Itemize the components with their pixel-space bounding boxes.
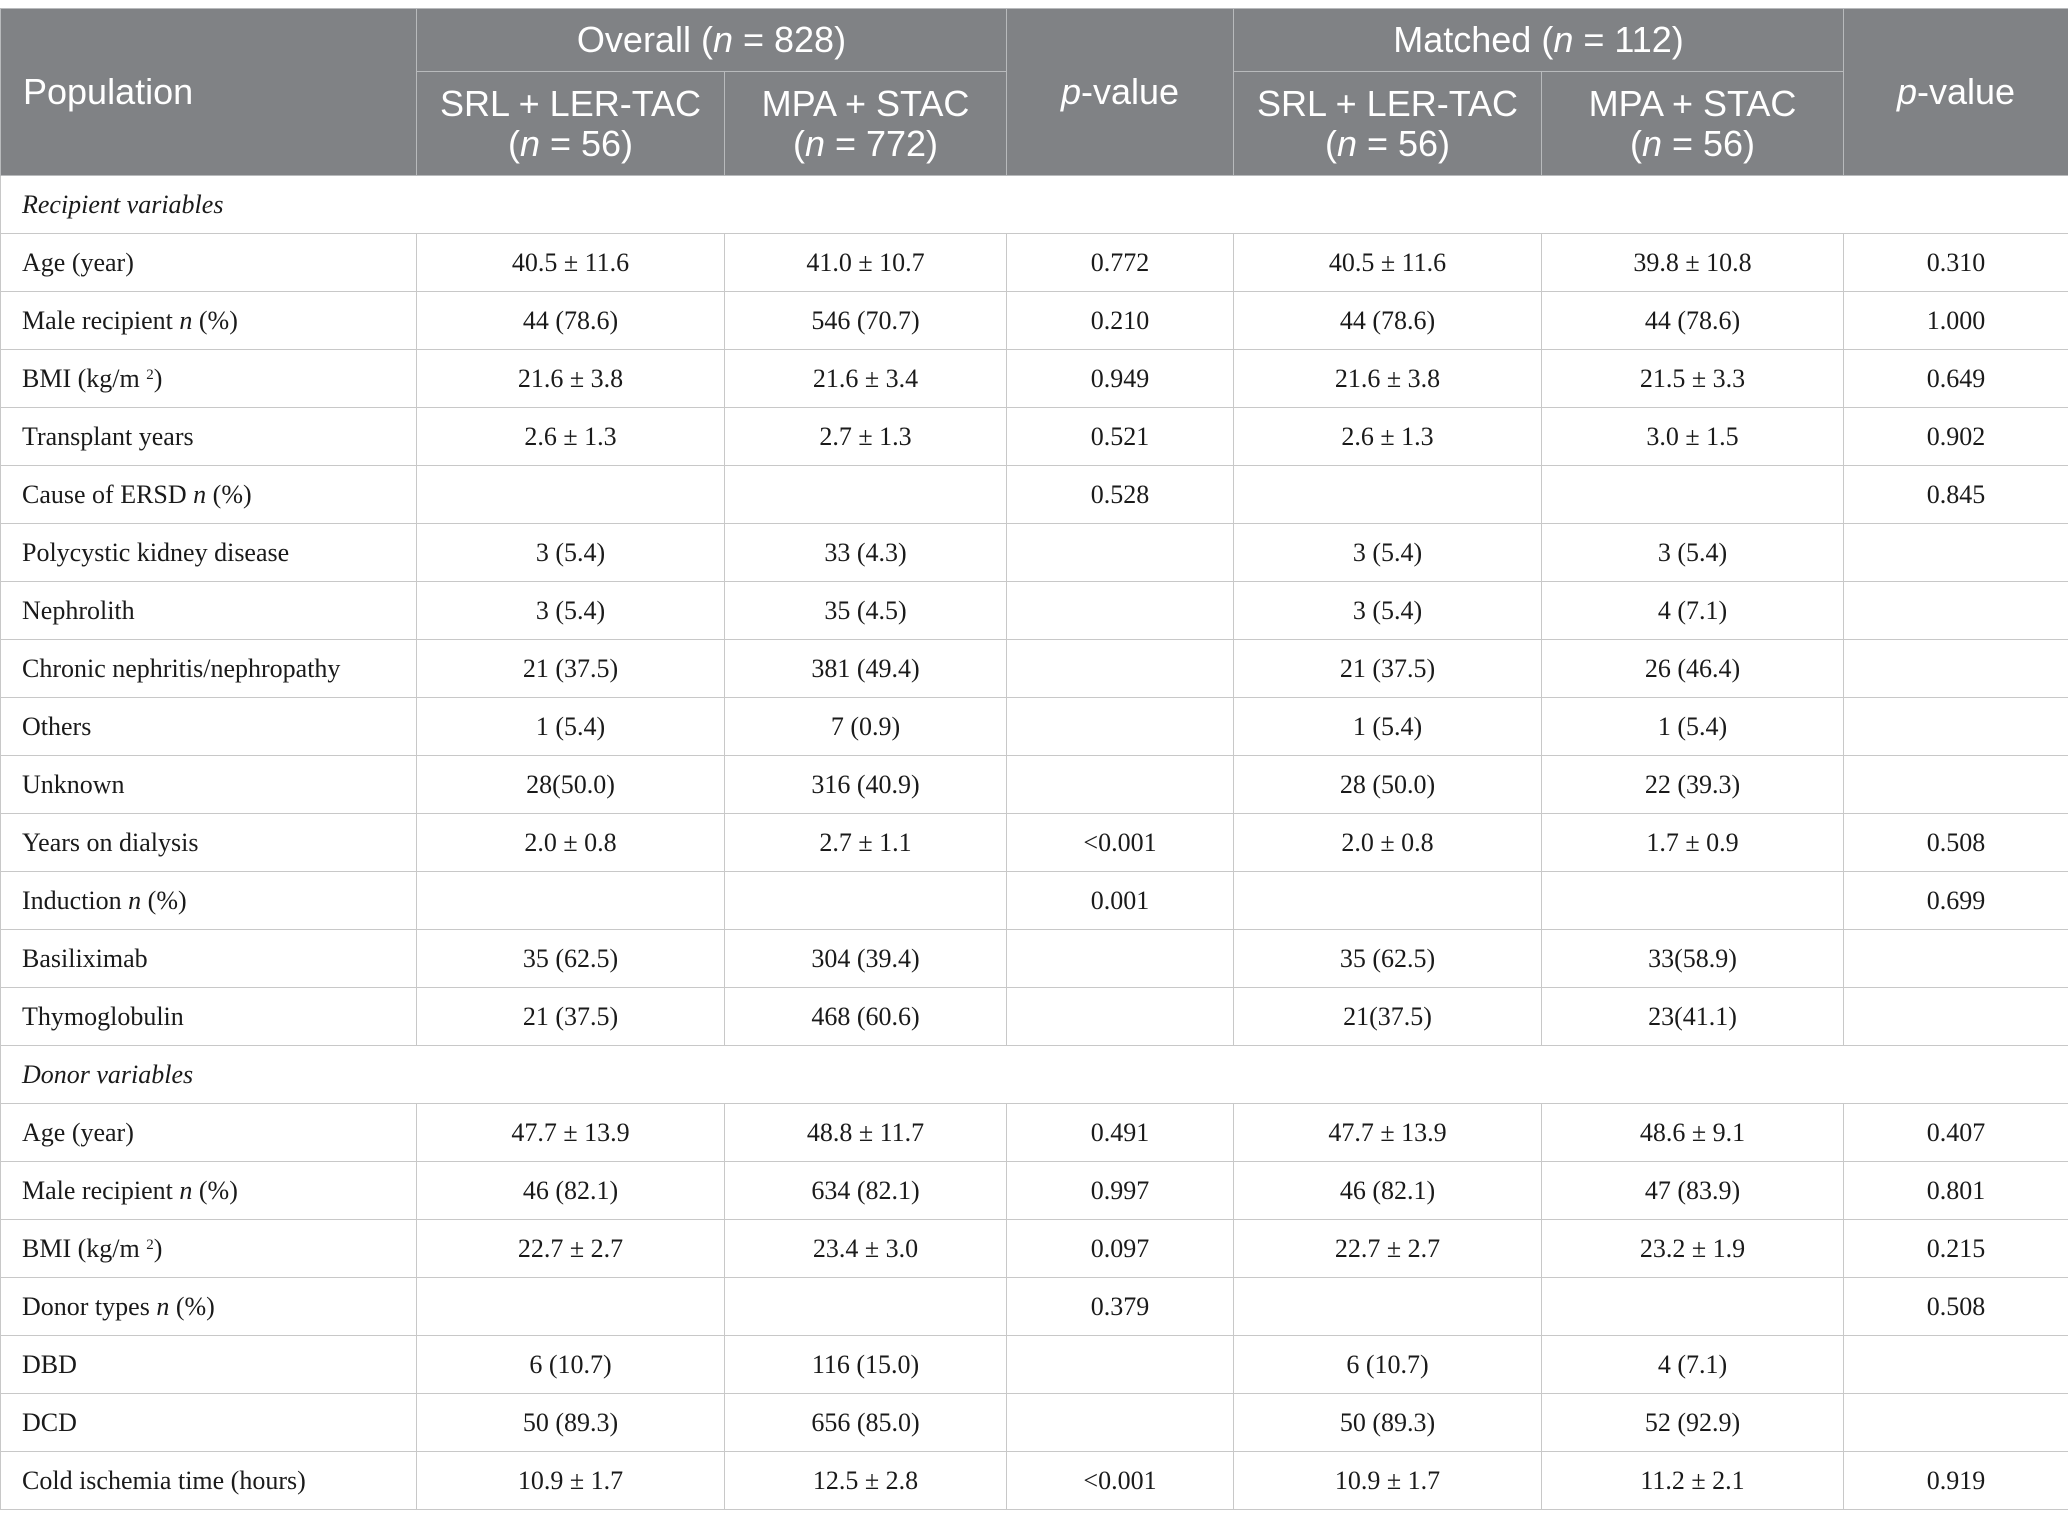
row-label: Cold ischemia time (hours) [1, 1452, 417, 1510]
table-row [1, 292, 2068, 350]
overall-mpa-stac-cell [725, 872, 1007, 930]
overall-mpa-stac-cell: 316 (40.9) [725, 756, 1007, 814]
overall-mpa-stac-cell: 48.8 ± 11.7 [725, 1104, 1007, 1162]
row-label: BMI (kg/m $^2$) [1, 1220, 417, 1278]
section-title: Donor variables [1, 1046, 2068, 1104]
matched-srl-ler-tac-cell: 44 (78.6) [1234, 292, 1542, 350]
matched-mpa-stac-cell: 23.2 ± 1.9 [1542, 1220, 1844, 1278]
matched-mpa-stac-cell: 23(41.1) [1542, 988, 1844, 1046]
matched-p-value-cell [1844, 1394, 2068, 1452]
table-row [1, 350, 2068, 408]
overall-srl-ler-tac-cell: 40.5 ± 11.6 [417, 234, 725, 292]
overall-p-value-cell: <0.001 [1007, 814, 1234, 872]
matched-p-value-cell: 0.215 [1844, 1220, 2068, 1278]
matched-srl-ler-tac-header: SRL + LER-TAC (n = 56) [1234, 72, 1542, 176]
overall-p-value-cell: 0.001 [1007, 872, 1234, 930]
matched-mpa-stac-cell: 39.8 ± 10.8 [1542, 234, 1844, 292]
overall-p-value-cell [1007, 1394, 1234, 1452]
matched-mpa-stac-cell: 44 (78.6) [1542, 292, 1844, 350]
table-row [1, 988, 2068, 1046]
matched-mpa-stac-cell: 11.2 ± 2.1 [1542, 1452, 1844, 1510]
row-label: DCD [1, 1394, 417, 1452]
matched-p-value-cell: 0.508 [1844, 814, 2068, 872]
matched-mpa-stac-cell [1542, 1278, 1844, 1336]
matched-p-value-cell [1844, 640, 2068, 698]
table-row [1, 524, 2068, 582]
table-row [1, 234, 2068, 292]
overall-mpa-stac-cell: 21.6 ± 3.4 [725, 350, 1007, 408]
overall-mpa-stac-cell [725, 1278, 1007, 1336]
row-label: Age (year) [1, 1104, 417, 1162]
matched-srl-ler-tac-cell: 6 (10.7) [1234, 1336, 1542, 1394]
matched-srl-ler-tac-cell: 3 (5.4) [1234, 524, 1542, 582]
matched-srl-ler-tac-cell: 2.6 ± 1.3 [1234, 408, 1542, 466]
overall-p-value-header: p-value [1007, 9, 1234, 176]
overall-p-value-cell: 0.997 [1007, 1162, 1234, 1220]
matched-mpa-stac-cell: 4 (7.1) [1542, 1336, 1844, 1394]
table-row [1, 872, 2068, 930]
matched-p-value-cell: 0.845 [1844, 466, 2068, 524]
overall-srl-ler-tac-cell: 1 (5.4) [417, 698, 725, 756]
row-label: Transplant years [1, 408, 417, 466]
table-row [1, 1394, 2068, 1452]
baseline-characteristics-table [0, 8, 2068, 1510]
overall-mpa-stac-cell: 468 (60.6) [725, 988, 1007, 1046]
matched-p-value-cell: 0.407 [1844, 1104, 2068, 1162]
matched-p-value-cell [1844, 698, 2068, 756]
row-label: Years on dialysis [1, 814, 417, 872]
overall-p-value-cell: 0.528 [1007, 466, 1234, 524]
overall-p-value-cell [1007, 524, 1234, 582]
matched-srl-ler-tac-cell: 47.7 ± 13.9 [1234, 1104, 1542, 1162]
table-row [1, 1452, 2068, 1510]
overall-srl-ler-tac-cell: 21.6 ± 3.8 [417, 350, 725, 408]
overall-srl-ler-tac-cell: 21 (37.5) [417, 640, 725, 698]
matched-mpa-stac-cell: 22 (39.3) [1542, 756, 1844, 814]
row-label: Donor types n (%) [1, 1278, 417, 1336]
overall-srl-ler-tac-cell: 47.7 ± 13.9 [417, 1104, 725, 1162]
table-row [1, 1162, 2068, 1220]
matched-srl-ler-tac-cell [1234, 466, 1542, 524]
overall-srl-ler-tac-cell: 46 (82.1) [417, 1162, 725, 1220]
matched-p-value-cell: 1.000 [1844, 292, 2068, 350]
table-row [1, 1220, 2068, 1278]
table-row [1, 930, 2068, 988]
overall-p-value-cell: 0.521 [1007, 408, 1234, 466]
overall-srl-ler-tac-cell [417, 466, 725, 524]
overall-p-value-cell: 0.097 [1007, 1220, 1234, 1278]
overall-mpa-stac-header: MPA + STAC (n = 772) [725, 72, 1007, 176]
overall-srl-ler-tac-cell: 44 (78.6) [417, 292, 725, 350]
matched-p-value-cell [1844, 756, 2068, 814]
table-row [1, 1336, 2068, 1394]
table-row [1, 408, 2068, 466]
matched-mpa-stac-cell: 33(58.9) [1542, 930, 1844, 988]
row-label: Induction n (%) [1, 872, 417, 930]
overall-p-value-cell [1007, 698, 1234, 756]
overall-mpa-stac-cell: 116 (15.0) [725, 1336, 1007, 1394]
overall-srl-ler-tac-header: SRL + LER-TAC (n = 56) [417, 72, 725, 176]
population-header: Population [1, 9, 417, 176]
matched-srl-ler-tac-cell: 3 (5.4) [1234, 582, 1542, 640]
overall-p-value-cell: 0.772 [1007, 234, 1234, 292]
matched-p-value-header: p-value [1844, 9, 2068, 176]
row-label: BMI (kg/m $^2$) [1, 350, 417, 408]
overall-mpa-stac-cell: 381 (49.4) [725, 640, 1007, 698]
matched-srl-ler-tac-cell: 28 (50.0) [1234, 756, 1542, 814]
overall-p-value-cell [1007, 640, 1234, 698]
matched-p-value-cell: 0.508 [1844, 1278, 2068, 1336]
table-row [1, 640, 2068, 698]
matched-srl-ler-tac-cell: 22.7 ± 2.7 [1234, 1220, 1542, 1278]
matched-srl-ler-tac-cell: 50 (89.3) [1234, 1394, 1542, 1452]
matched-p-value-cell [1844, 930, 2068, 988]
matched-mpa-stac-cell: 3.0 ± 1.5 [1542, 408, 1844, 466]
overall-mpa-stac-cell: 35 (4.5) [725, 582, 1007, 640]
table-header [1, 9, 2068, 176]
overall-srl-ler-tac-cell: 3 (5.4) [417, 582, 725, 640]
overall-srl-ler-tac-cell: 35 (62.5) [417, 930, 725, 988]
overall-srl-ler-tac-cell: 50 (89.3) [417, 1394, 725, 1452]
overall-srl-ler-tac-cell [417, 872, 725, 930]
matched-p-value-cell: 0.310 [1844, 234, 2068, 292]
matched-mpa-stac-cell: 48.6 ± 9.1 [1542, 1104, 1844, 1162]
overall-p-value-cell: 0.491 [1007, 1104, 1234, 1162]
overall-p-value-cell: <0.001 [1007, 1452, 1234, 1510]
matched-mpa-stac-cell: 3 (5.4) [1542, 524, 1844, 582]
matched-p-value-cell: 0.801 [1844, 1162, 2068, 1220]
row-label: Polycystic kidney disease [1, 524, 417, 582]
matched-srl-ler-tac-cell: 40.5 ± 11.6 [1234, 234, 1542, 292]
row-label: Unknown [1, 756, 417, 814]
row-label: Nephrolith [1, 582, 417, 640]
section-header-row [1, 1046, 2068, 1104]
table-body [1, 176, 2068, 1510]
row-label: Basiliximab [1, 930, 417, 988]
table-row [1, 466, 2068, 524]
matched-srl-ler-tac-cell: 21 (37.5) [1234, 640, 1542, 698]
overall-srl-ler-tac-cell: 3 (5.4) [417, 524, 725, 582]
overall-mpa-stac-cell: 12.5 ± 2.8 [725, 1452, 1007, 1510]
table-row [1, 1278, 2068, 1336]
matched-p-value-cell: 0.902 [1844, 408, 2068, 466]
table-row [1, 698, 2068, 756]
matched-mpa-stac-cell: 4 (7.1) [1542, 582, 1844, 640]
overall-group-header: Overall (n = 828) [417, 9, 1007, 72]
table-container [0, 8, 2068, 1510]
row-label: Male recipient n (%) [1, 292, 417, 350]
overall-p-value-cell: 0.379 [1007, 1278, 1234, 1336]
overall-srl-ler-tac-cell [417, 1278, 725, 1336]
matched-p-value-cell: 0.699 [1844, 872, 2068, 930]
overall-srl-ler-tac-cell: 22.7 ± 2.7 [417, 1220, 725, 1278]
overall-p-value-cell [1007, 1336, 1234, 1394]
row-label: DBD [1, 1336, 417, 1394]
table-row [1, 814, 2068, 872]
matched-srl-ler-tac-cell: 1 (5.4) [1234, 698, 1542, 756]
matched-mpa-stac-cell: 47 (83.9) [1542, 1162, 1844, 1220]
matched-mpa-stac-cell [1542, 872, 1844, 930]
overall-p-value-cell [1007, 988, 1234, 1046]
section-title: Recipient variables [1, 176, 2068, 234]
overall-mpa-stac-cell: 546 (70.7) [725, 292, 1007, 350]
overall-mpa-stac-cell: 634 (82.1) [725, 1162, 1007, 1220]
overall-p-value-cell: 0.949 [1007, 350, 1234, 408]
overall-mpa-stac-cell: 23.4 ± 3.0 [725, 1220, 1007, 1278]
overall-srl-ler-tac-cell: 2.0 ± 0.8 [417, 814, 725, 872]
overall-srl-ler-tac-cell: 21 (37.5) [417, 988, 725, 1046]
matched-p-value-cell [1844, 1336, 2068, 1394]
overall-srl-ler-tac-cell: 6 (10.7) [417, 1336, 725, 1394]
matched-srl-ler-tac-cell: 21.6 ± 3.8 [1234, 350, 1542, 408]
matched-mpa-stac-header: MPA + STAC (n = 56) [1542, 72, 1844, 176]
row-label: Age (year) [1, 234, 417, 292]
matched-p-value-cell [1844, 582, 2068, 640]
overall-mpa-stac-cell: 2.7 ± 1.3 [725, 408, 1007, 466]
table-row [1, 756, 2068, 814]
matched-mpa-stac-cell: 21.5 ± 3.3 [1542, 350, 1844, 408]
table-row [1, 582, 2068, 640]
matched-mpa-stac-cell: 1.7 ± 0.9 [1542, 814, 1844, 872]
row-label: Cause of ERSD n (%) [1, 466, 417, 524]
overall-mpa-stac-cell: 304 (39.4) [725, 930, 1007, 988]
overall-p-value-cell [1007, 930, 1234, 988]
matched-group-header: Matched (n = 112) [1234, 9, 1844, 72]
overall-mpa-stac-cell: 656 (85.0) [725, 1394, 1007, 1452]
matched-srl-ler-tac-cell: 21(37.5) [1234, 988, 1542, 1046]
matched-p-value-cell: 0.649 [1844, 350, 2068, 408]
row-label: Thymoglobulin [1, 988, 417, 1046]
overall-srl-ler-tac-cell: 2.6 ± 1.3 [417, 408, 725, 466]
row-label: Chronic nephritis/nephropathy [1, 640, 417, 698]
row-label: Others [1, 698, 417, 756]
overall-mpa-stac-cell: 41.0 ± 10.7 [725, 234, 1007, 292]
overall-mpa-stac-cell [725, 466, 1007, 524]
overall-mpa-stac-cell: 33 (4.3) [725, 524, 1007, 582]
matched-mpa-stac-cell: 52 (92.9) [1542, 1394, 1844, 1452]
table-row [1, 1104, 2068, 1162]
matched-p-value-cell [1844, 524, 2068, 582]
overall-srl-ler-tac-cell: 10.9 ± 1.7 [417, 1452, 725, 1510]
matched-p-value-cell: 0.919 [1844, 1452, 2068, 1510]
matched-srl-ler-tac-cell: 2.0 ± 0.8 [1234, 814, 1542, 872]
matched-srl-ler-tac-cell: 10.9 ± 1.7 [1234, 1452, 1542, 1510]
overall-srl-ler-tac-cell: 28(50.0) [417, 756, 725, 814]
matched-srl-ler-tac-cell: 35 (62.5) [1234, 930, 1542, 988]
matched-srl-ler-tac-cell [1234, 872, 1542, 930]
overall-p-value-cell [1007, 582, 1234, 640]
matched-mpa-stac-cell [1542, 466, 1844, 524]
matched-mpa-stac-cell: 26 (46.4) [1542, 640, 1844, 698]
overall-mpa-stac-cell: 2.7 ± 1.1 [725, 814, 1007, 872]
overall-p-value-cell: 0.210 [1007, 292, 1234, 350]
row-label: Male recipient n (%) [1, 1162, 417, 1220]
matched-p-value-cell [1844, 988, 2068, 1046]
overall-p-value-cell [1007, 756, 1234, 814]
overall-mpa-stac-cell: 7 (0.9) [725, 698, 1007, 756]
matched-srl-ler-tac-cell [1234, 1278, 1542, 1336]
matched-mpa-stac-cell: 1 (5.4) [1542, 698, 1844, 756]
matched-srl-ler-tac-cell: 46 (82.1) [1234, 1162, 1542, 1220]
section-header-row [1, 176, 2068, 234]
